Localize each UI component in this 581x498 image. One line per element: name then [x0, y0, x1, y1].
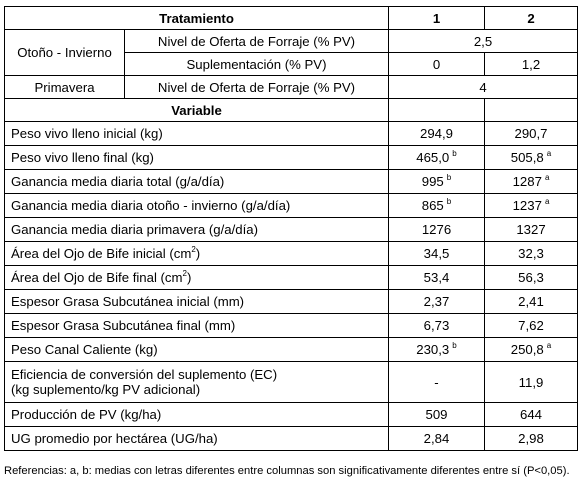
significance-letter: b: [452, 149, 457, 158]
variable-label-text: Producción de PV (kg/ha): [11, 407, 162, 422]
variable-label: [5, 146, 389, 170]
results-table-body: [5, 7, 578, 451]
treatment-2-value: [485, 362, 578, 403]
table-row: [5, 170, 578, 194]
variable-label: [5, 170, 389, 194]
treatment-2-value: [485, 218, 578, 242]
table-row: [5, 122, 578, 146]
variable-header-row: [5, 99, 578, 122]
nivel-oferta-pv-value: 4: [389, 76, 578, 99]
variable-label-line: (kg suplemento/kg PV adicional): [11, 382, 201, 397]
variable-label-text: Espesor Grasa Subcutánea final (mm): [11, 318, 236, 333]
variable-label-text: Peso Canal Caliente (kg): [11, 342, 158, 357]
treatment-2-value: [485, 194, 578, 218]
significance-letter: b: [446, 173, 452, 182]
treatment-2-value: [485, 403, 578, 427]
suplementacion-value-2: 1,2: [485, 53, 578, 76]
treatment-2-value: [485, 170, 578, 194]
value-text: 995: [421, 174, 444, 189]
variable-label-text: Área del Ojo de Bife inicial (cm: [11, 246, 192, 261]
significance-letter: b: [446, 197, 452, 206]
treatment-2-value: [485, 338, 578, 362]
value-text: 7,62: [518, 318, 544, 333]
variable-label: [5, 362, 389, 403]
value-text: 32,3: [518, 246, 544, 261]
value-text: -: [434, 374, 439, 390]
treatment-1-value: [389, 427, 485, 451]
nivel-oferta-oi-value: 2,5: [389, 30, 578, 53]
treatment-2-value: [485, 266, 578, 290]
treatment-2-value: [485, 290, 578, 314]
treatment-1-value: [389, 194, 485, 218]
variable-header-blank-1: [389, 99, 485, 122]
variable-label: [5, 218, 389, 242]
variable-label: [5, 266, 389, 290]
significance-letter: a: [544, 173, 550, 182]
table-row: [5, 314, 578, 338]
significance-letter: a: [544, 197, 550, 206]
table-row: [5, 194, 578, 218]
value-text: 1276: [421, 222, 452, 237]
variable-label: [5, 242, 389, 266]
value-text: 2,98: [518, 431, 544, 446]
table-row: [5, 403, 578, 427]
variable-label-text: Peso vivo lleno inicial (kg): [11, 126, 163, 141]
table-row: [5, 338, 578, 362]
treatment-1-value: [389, 362, 485, 403]
footnote: Referencias: a, b: medias con letras diferentes entre columnas son significativamente diferentes entre sí (P<0,05).: [4, 465, 570, 477]
value-text: 2,84: [423, 431, 450, 446]
value-text: 34,5: [423, 246, 450, 261]
significance-letter: a: [546, 149, 552, 158]
oferta-primavera-row: [5, 76, 578, 99]
value-text: 294,9: [419, 126, 453, 141]
value-text: 1237: [512, 198, 542, 213]
table-row: [5, 290, 578, 314]
value-text: 505,8: [510, 150, 544, 165]
value-text: 11,9: [518, 374, 544, 390]
significance-letter: a: [546, 341, 552, 350]
unit-superscript: 2: [191, 245, 196, 254]
variable-label-text: UG promedio por hectárea (UG/ha): [11, 431, 218, 446]
treatment-1-value: [389, 242, 485, 266]
treatment-1-header: 1: [389, 7, 485, 30]
value-text: 2,37: [423, 294, 450, 309]
variable-label-text: Ganancia media diaria total (g/a/día): [11, 174, 225, 189]
variable-label-line: Eficiencia de conversión del suplemento (EC): [11, 367, 278, 382]
treatment-2-value: [485, 146, 578, 170]
value-text: 1287: [512, 174, 542, 189]
nivel-oferta-oi-label: Nivel de Oferta de Forraje (% PV): [125, 30, 389, 53]
treatment-1-value: [389, 122, 485, 146]
value-text: 56,3: [518, 270, 544, 285]
value-text: 509: [425, 407, 448, 422]
treatment-1-value: [389, 338, 485, 362]
value-text: 6,73: [423, 318, 450, 333]
table-row: [5, 362, 578, 403]
variable-label-text: Ganancia media diaria primavera (g/a/día): [11, 222, 259, 237]
variable-label: [5, 338, 389, 362]
header-row: [5, 7, 578, 30]
treatment-1-value: [389, 218, 485, 242]
value-text: 53,4: [423, 270, 450, 285]
value-text: 1327: [516, 222, 546, 237]
significance-letter: b: [452, 341, 457, 350]
variable-label: [5, 194, 389, 218]
variable-label-text: Área del Ojo de Bife final (cm: [11, 270, 183, 285]
treatment-1-value: [389, 290, 485, 314]
variable-label: [5, 403, 389, 427]
variable-label-text: Espesor Grasa Subcutánea inicial (mm): [11, 294, 245, 309]
variable-label-text: Peso vivo lleno final (kg): [11, 150, 154, 165]
treatment-1-value: [389, 314, 485, 338]
table-row: [5, 242, 578, 266]
variable-label-text: Ganancia media diaria otoño - invierno (g/a/día): [11, 198, 291, 213]
treatment-2-value: [485, 122, 578, 146]
value-text: 250,8: [510, 342, 544, 357]
treatment-2-value: [485, 314, 578, 338]
treatment-1-value: [389, 266, 485, 290]
variable-header-blank-2: [485, 99, 578, 122]
treatment-1-value: [389, 146, 485, 170]
variable-label: [5, 314, 389, 338]
value-text: 290,7: [514, 126, 548, 141]
treatment-2-header: 2: [485, 7, 578, 30]
variable-header: Variable: [5, 99, 389, 122]
value-text: 230,3: [416, 342, 450, 357]
table-row: [5, 146, 578, 170]
season-otono-invierno: Otoño - Invierno: [5, 30, 125, 76]
treatment-2-value: [485, 242, 578, 266]
value-text: 465,0: [416, 150, 450, 165]
season-primavera: Primavera: [5, 76, 125, 99]
value-text: 644: [519, 407, 542, 422]
suplementacion-value-1: 0: [389, 53, 485, 76]
value-text: 2,41: [518, 294, 544, 309]
suplementacion-label: Suplementación (% PV): [125, 53, 389, 76]
treatment-1-value: [389, 170, 485, 194]
variable-label-end: ): [195, 246, 201, 261]
value-text: 865: [421, 198, 444, 213]
unit-superscript: 2: [182, 269, 187, 278]
results-table: [4, 6, 578, 451]
nivel-oferta-pv-label: Nivel de Oferta de Forraje (% PV): [125, 76, 389, 99]
tratamiento-header: Tratamiento: [5, 7, 389, 30]
treatment-1-value: [389, 403, 485, 427]
table-row: [5, 218, 578, 242]
table-row: [5, 266, 578, 290]
table-row: [5, 427, 578, 451]
variable-label: [5, 122, 389, 146]
variable-label: [5, 290, 389, 314]
treatment-2-value: [485, 427, 578, 451]
oferta-oi-row: [5, 30, 578, 53]
variable-label-end: ): [186, 270, 192, 285]
variable-label: [5, 427, 389, 451]
